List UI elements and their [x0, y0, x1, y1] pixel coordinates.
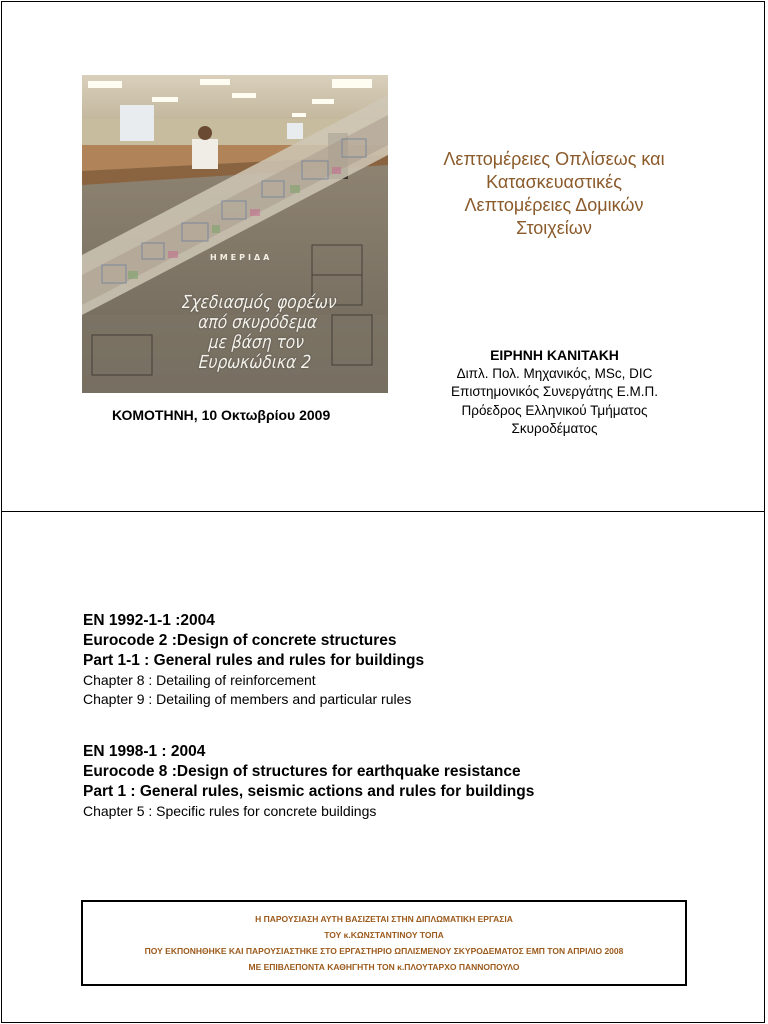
author-line: Επιστημονικός Συνεργάτης Ε.Μ.Π.	[451, 384, 658, 399]
cover-title-line: με βάση τον	[207, 332, 305, 353]
ref-heading: Eurocode 8 :Design of structures for earthquake resistance	[83, 763, 521, 780]
cover-title-line: από σκυρόδεμα	[197, 312, 318, 333]
author-line: Διπλ. Πολ. Μηχανικός, MSc, DIC	[456, 365, 653, 381]
slide-2	[1, 511, 765, 1023]
cover-title-line: Ευρωκώδικα 2	[197, 352, 312, 373]
ref-chapter: Chapter 9 : Detailing of members and particular rules	[83, 691, 412, 707]
author-block	[412, 346, 697, 439]
author-name: ΕΙΡΗΝΗ ΚΑΝΙΤΑΚΗ	[490, 347, 619, 363]
acknowledgement-box	[81, 900, 687, 986]
ref-chapter: Chapter 5 : Specific rules for concrete buildings	[83, 803, 377, 819]
event-date: ΚΟΜΟΤΗΝΗ, 10 Οκτωβρίου 2009	[112, 407, 331, 423]
cover-kicker: ΗΜΕΡΙΔΑ	[210, 253, 273, 262]
note-line: ΜΕ ΕΠΙΒΛΕΠΟΝΤΑ ΚΑΘΗΓΗΤΗ ΤΟΝ κ.ΠΛΟΥΤΑΡΧΟ ΠΑΝΝΟΠΟΥΛΟ	[248, 962, 520, 972]
presentation-title	[404, 148, 704, 240]
title-line: Λεπτομέρειες Οπλίσεως και	[443, 149, 665, 169]
ref-chapter: Chapter 8 : Detailing of reinforcement	[83, 672, 316, 688]
note-line: ΠΟΥ ΕΚΠΟΝΗΘΗΚΕ ΚΑΙ ΠΑΡΟΥΣΙΑΣΤΗΚΕ ΣΤΟ ΕΡΓΑΣΤΗΡΙΟ ΩΠΛΙΣΜΕΝΟΥ ΣΚΥΡΟΔΕΜΑΤΟΣ ΕΜΠ ΤΟΝ ΑΠΡΙΛΙΟ 2008	[144, 946, 624, 956]
cover-title	[155, 293, 358, 373]
author-line: Πρόεδρος Ελληνικού Τμήματος	[461, 402, 648, 418]
cover-image	[82, 75, 388, 393]
ref-heading: EN 1992-1-1 :2004	[83, 612, 215, 629]
title-line: Κατασκευαστικές	[486, 172, 622, 192]
ref-heading: Part 1 : General rules, seismic actions and rules for buildings	[83, 783, 535, 800]
note-line: ΤΟΥ κ.ΚΩΝΣΤΑΝΤΙΝΟΥ ΤΟΠΑ	[324, 930, 444, 940]
slide-1	[1, 1, 765, 512]
author-line: Σκυροδέματος	[511, 421, 598, 436]
cover-title-line: Σχεδιασμός φορέων	[180, 292, 338, 313]
title-line: Στοιχείων	[516, 218, 592, 238]
ref-heading: EN 1998-1 : 2004	[83, 743, 206, 760]
ref-heading: Eurocode 2 :Design of concrete structures	[83, 632, 397, 649]
title-line: Λεπτομέρειες Δομικών	[464, 195, 644, 215]
note-line: Η ΠΑΡΟΥΣΙΑΣΗ ΑΥΤΗ ΒΑΣΙΖΕΤΑΙ ΣΤΗΝ ΔΙΠΛΩΜΑΤΙΚΗ ΕΡΓΑΣΙΑ	[255, 914, 513, 924]
reference-en1992	[83, 611, 424, 709]
reference-en1998	[83, 742, 534, 821]
ref-heading: Part 1-1 : General rules and rules for buildings	[83, 652, 425, 669]
